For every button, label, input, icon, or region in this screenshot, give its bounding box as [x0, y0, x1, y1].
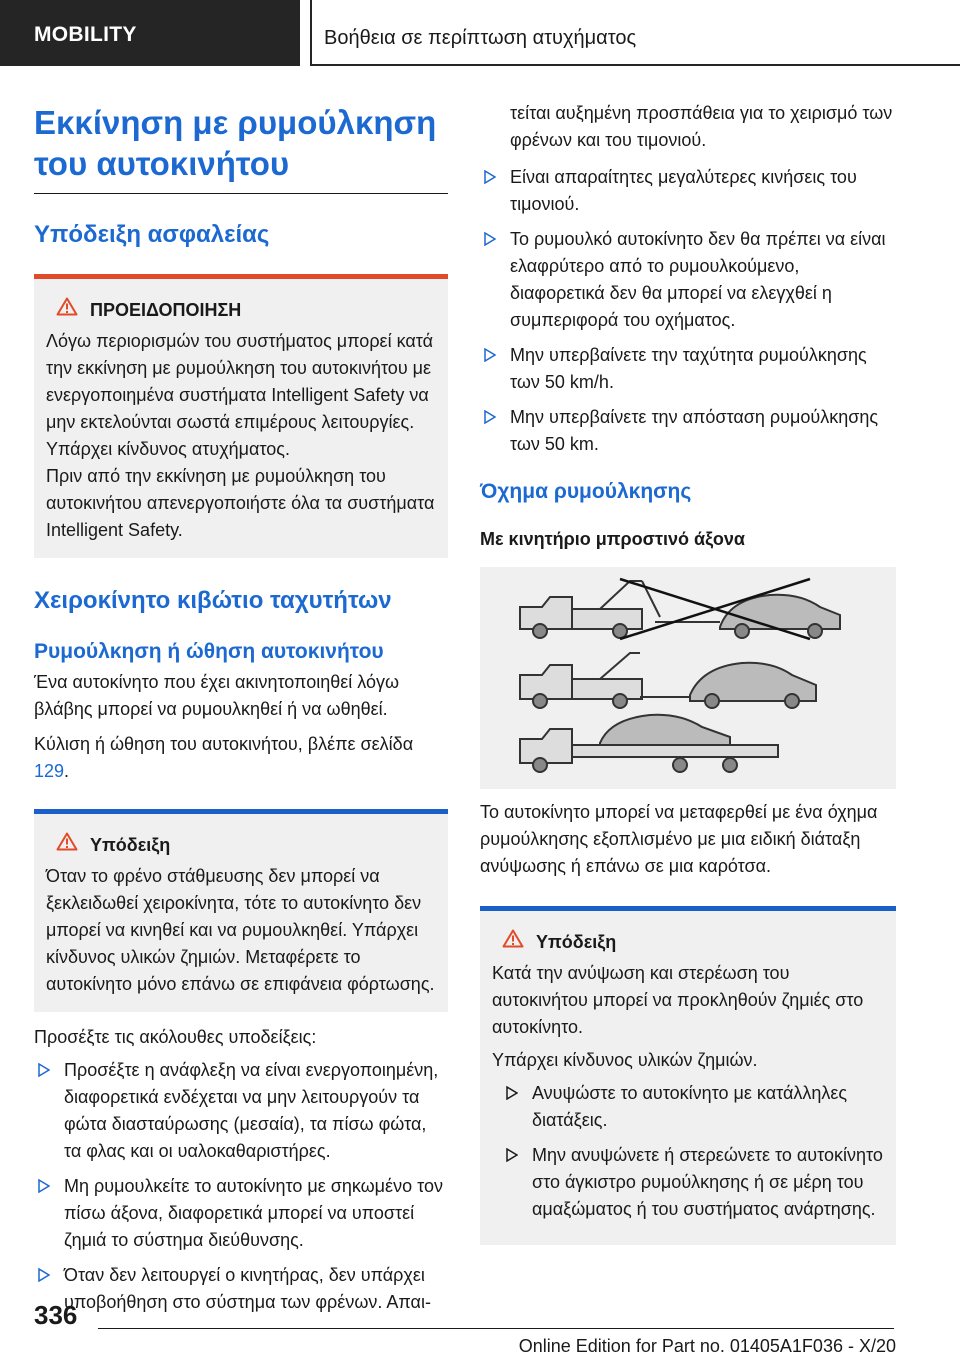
note-title: Υπόδειξη — [90, 834, 171, 855]
list-item: Μην υπερβαίνετε την ταχύτητα ρυμούλκησης των 50 km/h. — [480, 342, 896, 396]
note-title: Υπόδειξη — [536, 931, 617, 952]
page-link[interactable]: 129 — [34, 761, 65, 781]
list-item: Μη ρυμουλκείτε το αυτοκίνητο με σηκωμένο τον πίσω άξονα, διαφορετικά μπορεί να υποστεί ζημιά το σύστημα διεύθυνσης. — [34, 1173, 448, 1254]
bullet-triangle-icon — [38, 1268, 50, 1282]
page-footer — [0, 1300, 960, 1362]
note-box-right — [480, 906, 896, 1245]
right-bullet-list — [480, 164, 896, 458]
list-item: Ανυψώστε το αυτοκίνητο με κατάλληλες διατάξεις. — [492, 1080, 884, 1134]
bullet-triangle-icon — [38, 1063, 50, 1077]
list-item: Είναι απαραίτητες μεγαλύτερες κινήσεις του τιμονιού. — [480, 164, 896, 218]
front-axle-heading: Με κινητήριο μπροστινό άξονα — [480, 529, 745, 549]
tow-heading: Ρυμούλκηση ή ώθηση αυτοκινήτου — [34, 640, 384, 663]
note-box-left — [34, 809, 448, 1012]
note-text-1: Κατά την ανύψωση και στερέωση του αυτοκινήτου μπορεί να προκληθούν ζημιές στο αυτοκίνητο. — [492, 963, 864, 1037]
vehicle-heading: Όχημα ρυμούλκησης — [480, 480, 692, 503]
note-text: Όταν το φρένο στάθμευσης δεν μπορεί να ξεκλειδωθεί χειροκίνητα, τότε το αυτοκίνητο δεν μπορεί να κινηθεί και να ρυμουλκηθεί. Υπάρχει κίνδυνος υλικών ζημιών. Μεταφέρετε το αυτοκίνητο μόνο επάνω σε επιφάνεια φόρτωσης. — [46, 866, 435, 994]
list-item: Προσέξτε η ανάφλεξη να είναι ενεργοποιημένη, διαφορετικά ενδέχεται να μην λειτουργούν τα φώτα διασταύρωσης (μεσαία), τα πίσω φώτα, τα φλας και οι υαλοκαθαριστήρες. — [34, 1057, 448, 1165]
page-title: Εκκίνηση με ρυμούλκηση του αυτοκινήτου — [34, 102, 448, 194]
warning-text-1: Λόγω περιορισμών του συστήματος μπορεί κατά την εκκίνηση με ρυμούλκηση του αυτοκινήτου με ενεργοποιημένα συστήματα Intelligent Safety να μην εκτελούνται σωστά επιμέρους λειτουργίες. Υπάρχει κίνδυνος ατυχήματος. — [46, 331, 434, 459]
bullet-triangle-icon — [506, 1086, 518, 1100]
tow-truck-diagram — [480, 567, 896, 789]
gearbox-heading: Χειροκίνητο κιβώτιο ταχυτήτων — [34, 587, 392, 614]
warning-title: ΠΡΟΕΙΔΟΠΟΙΗΣΗ — [90, 299, 242, 320]
tow-paragraph-2: Κύλιση ή ώθηση του αυτοκινήτου, βλέπε σελίδα 129. — [34, 734, 414, 781]
transport-text: Το αυτοκίνητο μπορεί να μεταφερθεί με ένα όχημα ρυμούλκησης εξοπλισμένο με μια ειδική διάταξη ανύψωσης ή επάνω σε μια καρότσα. — [480, 802, 878, 876]
warning-text-2: Πριν από την εκκίνηση με ρυμούλκηση του αυτοκινήτου απενεργοποιήστε όλα τα συστήματα Intelligent Safety. — [46, 466, 435, 540]
bullet-triangle-icon — [484, 348, 496, 362]
section-label: MOBILITY — [0, 0, 300, 66]
warning-box — [34, 274, 448, 558]
page-header — [0, 0, 960, 66]
continuation-text: τείται αυξημένη προσπάθεια για το χειρισμό των φρένων και του τιμονιού. — [510, 103, 893, 150]
footer-divider — [98, 1328, 894, 1329]
list-item: Μην υπερβαίνετε την απόσταση ρυμούλκησης των 50 km. — [480, 404, 896, 458]
list-item: Μην ανυψώνετε ή στερεώνετε το αυτοκίνητο στο άγκιστρο ρυμούλκησης ή σε μέρη του αμαξώματος ή του συστήματος ανάρτησης. — [492, 1142, 884, 1223]
bullet-triangle-icon — [484, 232, 496, 246]
right-column — [480, 100, 896, 1245]
page-number: 336 — [34, 1300, 78, 1330]
note-bullet-list — [492, 1080, 884, 1223]
list-item: Όταν δεν λειτουργεί ο κινητήρας, δεν υπάρχει υποβοήθηση στο σύστημα των φρένων. Απαι- — [34, 1262, 448, 1316]
tow-paragraph-1: Ένα αυτοκίνητο που έχει ακινητοποιηθεί λόγω βλάβης μπορεί να ρυμουλκηθεί ή να ωθηθεί. — [34, 672, 400, 719]
warning-triangle-icon — [492, 929, 536, 954]
bullet-triangle-icon — [38, 1179, 50, 1193]
bullet-triangle-icon — [484, 410, 496, 424]
bullet-triangle-icon — [506, 1148, 518, 1162]
left-bullet-list — [34, 1057, 448, 1316]
chapter-label: Βοήθεια σε περίπτωση ατυχήματος — [310, 0, 960, 66]
warning-triangle-icon — [46, 832, 90, 857]
edition-text: Online Edition for Part no. 01405A1F036 - X/20 — [518, 1336, 896, 1356]
warning-triangle-icon — [46, 297, 90, 322]
bullet-triangle-icon — [484, 170, 496, 184]
list-item: Το ρυμουλκό αυτοκίνητο δεν θα πρέπει να είναι ελαφρύτερο από το ρυμουλκούμενο, διαφορετικά δεν θα μπορεί να ελεγχθεί η συμπεριφορά του οχήματος. — [480, 226, 896, 334]
safety-heading: Υπόδειξη ασφαλείας — [34, 221, 270, 248]
tow-truck-illustration — [480, 567, 896, 789]
observe-intro: Προσέξτε τις ακόλουθες υποδείξεις: — [34, 1027, 317, 1047]
left-column — [34, 96, 448, 1324]
note-text-2: Υπάρχει κίνδυνος υλικών ζημιών. — [492, 1050, 758, 1070]
